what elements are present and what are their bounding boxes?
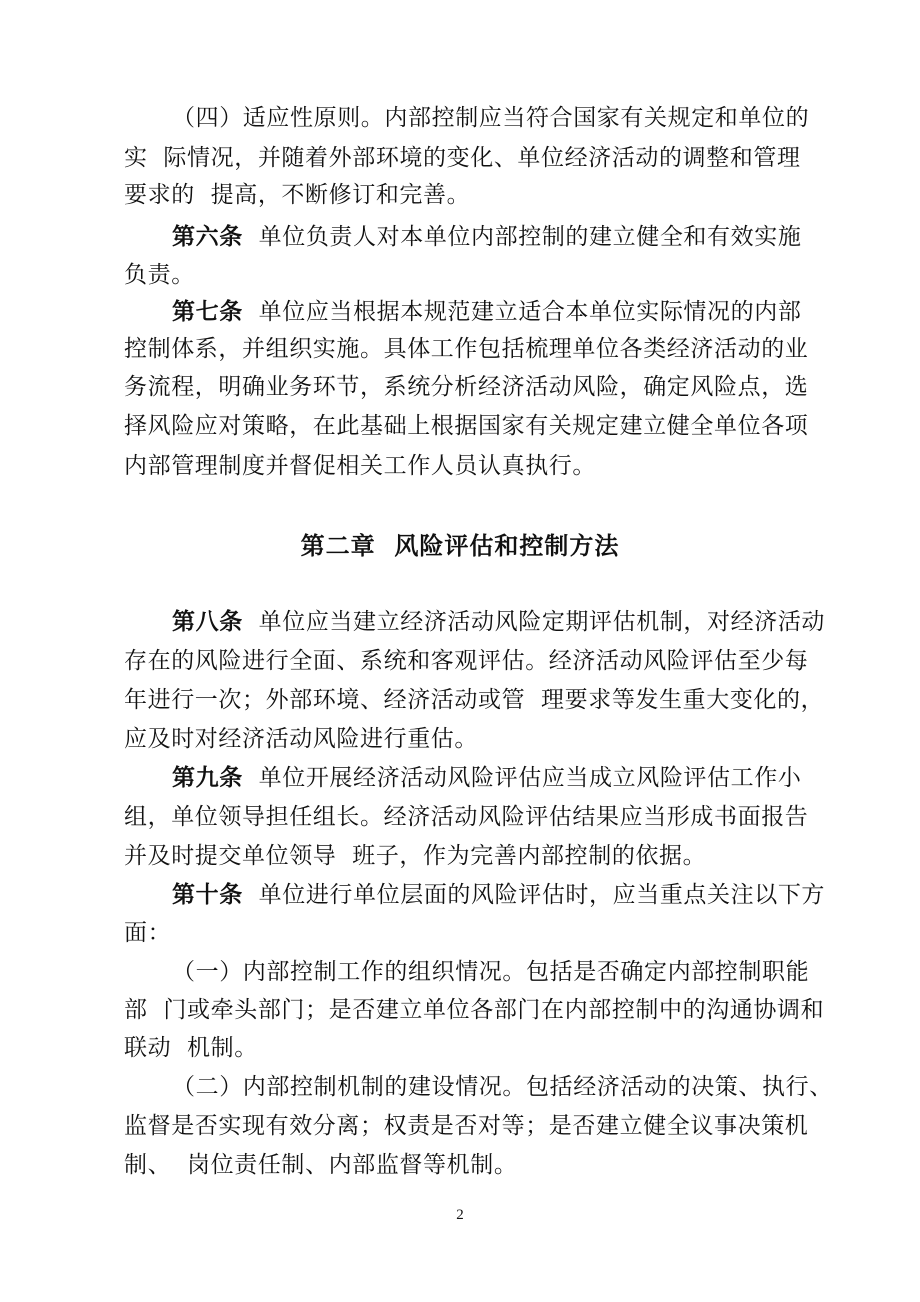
article-7-text: 单位应当根据本规范建立适合本单位实际情况的内部 [242,299,802,325]
paragraph-line: 监督是否实现有效分离；权责是否对等；是否建立健全议事决策机 [124,1113,809,1139]
paragraph-line: 控制体系，并组织实施。具体工作包括梳理单位各类经济活动的业 [124,336,809,362]
paragraph-line: 存在的风险进行全面、系统和客观评估。经济活动风险评估至少每 [124,648,809,674]
paragraph-line: 制、 岗位责任制、内部监督等机制。 [124,1152,518,1178]
article-6-title: 第六条 [172,223,243,250]
article-9-text: 单位开展经济活动风险评估应当成立风险评估工作小 [242,765,802,791]
chapter-heading: 第二章 风险评估和控制方法 [300,531,620,560]
paragraph-line: 组，单位领导担任组长。经济活动风险评估结果应当形成书面报告 [124,804,809,830]
paragraph-line: 择风险应对策略，在此基础上根据国家有关规定建立健全单位各项 [124,413,809,439]
paragraph-line: 并及时提交单位领导 班子，作为完善内部控制的依据。 [124,843,707,869]
paragraph-line: 负责。 [124,262,195,288]
article-8-line [172,607,825,637]
article-8-title: 第八条 [172,608,243,635]
paragraph-line: 年进行一次；外部环境、经济活动或管 理要求等发生重大变化的， [124,687,825,713]
paragraph-line: 部 门或牵头部门；是否建立单位各部门在内部控制中的沟通协调和 [124,997,825,1023]
paragraph-line: 联动 机制。 [124,1035,258,1061]
article-8-text: 单位应当建立经济活动风险定期评估机制，对经济活动 [242,609,826,635]
paragraph-line: 面： [124,920,172,946]
article-9-line [172,763,801,793]
article-7-title: 第七条 [172,298,243,325]
article-6-text: 单位负责人对本单位内部控制的建立健全和有效实施 [242,224,802,250]
paragraph-line: 要求的 提高，不断修订和完善。 [124,182,471,208]
paragraph-line: 实 际情况，并随着外部环境的变化、单位经济活动的调整和管理 [124,145,801,171]
paragraph-line: 内部管理制度并督促相关工作人员认真执行。 [124,453,596,479]
article-6-line [172,222,801,252]
article-10-text: 单位进行单位层面的风险评估时，应当重点关注以下方 [242,882,826,908]
article-10-line [172,880,825,910]
paragraph-line: （一）内部控制工作的组织情况。包括是否确定内部控制职能 [172,959,810,985]
paragraph-line: （二）内部控制机制的建设情况。包括经济活动的决策、执行、 [172,1074,833,1100]
article-7-line [172,297,801,327]
paragraph-line: （四）适应性原则。内部控制应当符合国家有关规定和单位的 [172,105,810,131]
paragraph-line: 应及时对经济活动风险进行重估。 [124,726,478,752]
article-10-title: 第十条 [172,881,243,908]
article-9-title: 第九条 [172,764,243,791]
page-number: 2 [456,1207,464,1223]
paragraph-line: 务流程，明确业务环节，系统分析经济活动风险，确定风险点，选 [124,374,809,400]
